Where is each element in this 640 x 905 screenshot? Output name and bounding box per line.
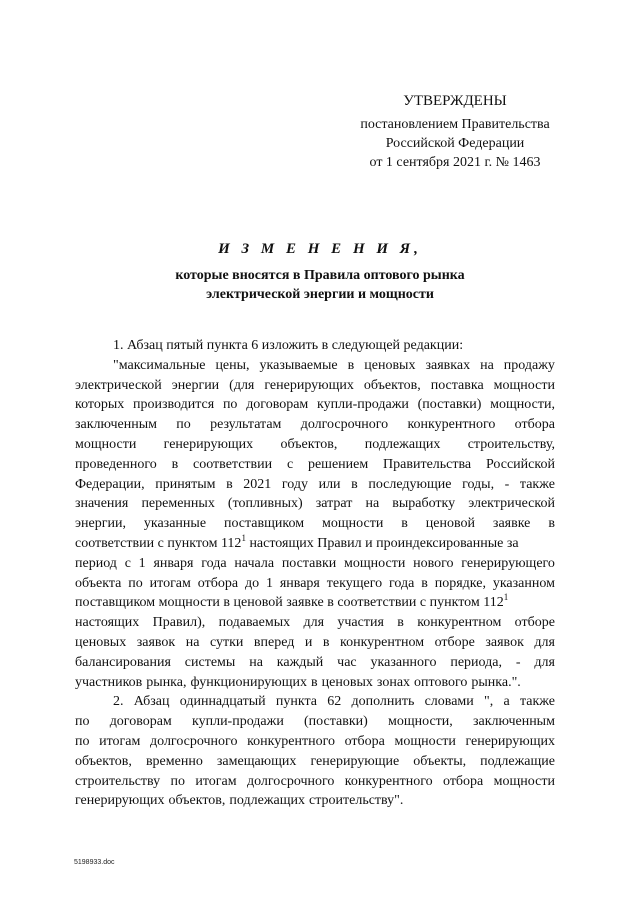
word: объектов, [75, 753, 132, 769]
approval-title: УТВЕРЖДЕНЫ [403, 93, 507, 109]
word: 2. [113, 694, 124, 710]
paragraph-line [75, 653, 555, 673]
word: генерирующих [163, 436, 254, 452]
word: мощности, [387, 714, 453, 730]
file-name-footer: 5198933.doc [74, 859, 115, 866]
word: проведенного [75, 456, 157, 472]
word: поставщиком [223, 516, 305, 532]
word: строительству [75, 773, 161, 789]
word: долгосрочного [150, 733, 238, 749]
word: с [286, 456, 294, 472]
word: отбора [443, 773, 484, 789]
word: на [480, 357, 494, 373]
word: на [185, 634, 200, 650]
paragraph-line [75, 475, 555, 495]
word: заявок [136, 634, 176, 650]
word: (поставки) [304, 714, 368, 730]
paragraph-line [75, 574, 555, 594]
word: указываемые [259, 357, 338, 373]
word: мощности [344, 555, 406, 571]
approval-date-number: от 1 сентября 2021 г. № 1463 [369, 155, 541, 170]
word: порядке, [434, 575, 486, 591]
word: долгосрочного [246, 773, 335, 789]
word: отбора [344, 733, 385, 749]
word: генерирующего [461, 555, 555, 571]
approval-block [350, 92, 560, 172]
word: году [281, 476, 308, 492]
word: цены, [215, 357, 250, 373]
word: Федерации, [75, 476, 145, 492]
word: час [337, 654, 357, 670]
word: по [75, 714, 90, 730]
word: рынка.". [471, 674, 521, 690]
word: словами [424, 694, 474, 710]
paragraph-amendment-1 [75, 356, 555, 693]
word: в [397, 615, 404, 631]
word: (для [229, 377, 255, 393]
word: конкурентного [247, 733, 335, 749]
paragraph-line [75, 435, 555, 455]
word: (поставки) [417, 397, 482, 413]
word: подаваемых [218, 615, 291, 631]
document-title: И З М Е Н Е Н И Я, [218, 241, 422, 257]
word: мощности [394, 733, 456, 749]
word: отбора [514, 417, 555, 433]
word: продажу [503, 357, 555, 373]
paragraph-line [75, 692, 555, 712]
word: до [244, 575, 260, 591]
word: последующие [368, 476, 452, 492]
word: купли-продажи [191, 714, 284, 730]
paragraph-line [75, 633, 555, 653]
word: в [548, 516, 555, 532]
word: периода, [450, 654, 502, 670]
word: значения [75, 496, 129, 512]
approval-line: постановлением Правительства [360, 117, 550, 132]
paragraph-line: 1. Абзац пятый пункта 6 изложить в следующей редакции: [113, 338, 464, 353]
word: мощности [75, 436, 137, 452]
word: заявке [492, 516, 531, 532]
word: также [519, 476, 555, 492]
word: 2021 [243, 476, 272, 492]
word: затрат [315, 496, 353, 512]
word: "максимальные [113, 357, 206, 373]
approval-line: Российской Федерации [385, 136, 525, 151]
word: соответствии [193, 456, 273, 472]
word: Абзац [133, 694, 170, 710]
word: мощности [493, 773, 555, 789]
word: также [519, 694, 555, 710]
word: ценовой [425, 516, 475, 532]
paragraph-line [75, 494, 555, 514]
word: текущего [326, 575, 383, 591]
word: и [304, 634, 313, 650]
word: решением [307, 456, 369, 472]
word: дополнить [351, 694, 415, 710]
word: января [153, 555, 194, 571]
word: электрической [75, 377, 162, 393]
word: объектов, [363, 377, 421, 393]
word: для [303, 615, 325, 631]
paragraph-line [75, 752, 555, 772]
paragraph-line [75, 593, 555, 613]
paragraph-line [75, 732, 555, 752]
word: генерирующих [465, 733, 555, 749]
line-text: поставщиком мощности в ценовой заявке в соответствии с пунктом $112^1$ [75, 592, 509, 611]
word: или [318, 476, 341, 492]
word: (топливных) [227, 496, 303, 512]
word: подлежащих [229, 793, 305, 809]
word: замещающих [216, 753, 297, 769]
word: в [351, 476, 358, 492]
word: объекта [75, 575, 122, 591]
word: 1 [265, 575, 273, 591]
word: строительству". [309, 793, 404, 809]
word: для [534, 654, 555, 670]
word: по [222, 397, 238, 413]
word: мощности, [490, 397, 555, 413]
paragraph-line [75, 554, 555, 574]
word: на [365, 496, 380, 512]
document-body [75, 336, 555, 811]
word: 1 [138, 555, 146, 571]
word: договорам [109, 714, 172, 730]
word: по [75, 733, 90, 749]
word: поставки [281, 555, 337, 571]
word: на [249, 654, 263, 670]
superscript: 1 [241, 532, 246, 543]
word: конкурентном [339, 634, 425, 650]
paragraph-line [75, 673, 555, 693]
word: генерирующих [75, 793, 165, 809]
document-subtitle: электрической энергии и мощности [206, 287, 434, 302]
word: ценовых [321, 674, 373, 690]
word: рынка, [146, 674, 187, 690]
word: для [534, 634, 555, 650]
word: генерирующих [264, 377, 354, 393]
paragraph-line [75, 712, 555, 732]
word: строительству, [467, 436, 555, 452]
word: в [401, 516, 408, 532]
word: которых [75, 397, 125, 413]
word: объектов, [280, 436, 338, 452]
word: итогам [195, 773, 237, 789]
word: нового [413, 555, 454, 571]
word: ценовых [75, 634, 127, 650]
word: ", [484, 694, 494, 710]
word: оптового [414, 674, 468, 690]
paragraph-line [75, 455, 555, 475]
paragraph-line [75, 613, 555, 633]
word: года [201, 555, 227, 571]
word: выработку [392, 496, 456, 512]
word: участия [337, 615, 384, 631]
word: производится [133, 397, 215, 413]
paragraph-line [75, 415, 555, 435]
word: временно [145, 753, 203, 769]
word: в [421, 575, 428, 591]
word: заключенным [75, 417, 157, 433]
word: период [75, 555, 117, 571]
word: отбора [197, 575, 239, 591]
word: сутки [209, 634, 244, 650]
word: подлежащие [480, 753, 555, 769]
word: указанного [370, 654, 437, 670]
word: итогам [99, 733, 141, 749]
word: итогам [149, 575, 191, 591]
word: января [279, 575, 320, 591]
word: ценовых [364, 357, 416, 373]
word: годы, [462, 476, 495, 492]
paragraph-line [75, 376, 555, 396]
word: зонах [376, 674, 411, 690]
word: заявок [485, 634, 524, 650]
paragraph-line [75, 772, 555, 792]
word: в [226, 476, 233, 492]
word: отборе [434, 634, 475, 650]
word: в [347, 357, 355, 373]
word: по [128, 575, 143, 591]
word: - [504, 476, 510, 492]
word: поставка [430, 377, 484, 393]
paragraph-line [75, 791, 555, 811]
word: электрической [468, 496, 555, 512]
word: Российской [485, 456, 555, 472]
word: указанные [143, 516, 207, 532]
word: конкурентного [344, 773, 433, 789]
document-subtitle: которые вносятся в Правила оптового рынка [175, 268, 465, 283]
word: балансирования [75, 654, 171, 670]
word: участников [75, 674, 143, 690]
word: по [176, 417, 191, 433]
document-heading [0, 240, 640, 304]
word: Правил), [152, 615, 206, 631]
paragraph-line [75, 395, 555, 415]
word: мощности [322, 516, 384, 532]
superscript: 1 [503, 592, 509, 603]
word: энергии [171, 377, 220, 393]
line-text: соответствии с пунктом $112^1$ настоящих Правил и проиндексированные за [75, 532, 519, 551]
word: одиннадцатый [179, 694, 266, 710]
word: пункта [275, 694, 317, 710]
word: энергии, [75, 516, 126, 532]
word: - [515, 654, 521, 670]
word: купли-продажи [317, 397, 409, 413]
word: договорам [246, 397, 309, 413]
word: вперед [253, 634, 295, 650]
word: принятым [155, 476, 216, 492]
word: мощности [493, 377, 555, 393]
word: в [322, 634, 330, 650]
paragraph-line [75, 514, 555, 534]
word: а [503, 694, 510, 710]
word: с [124, 555, 131, 571]
word: подлежащих [364, 436, 441, 452]
word: функционирующих [190, 674, 308, 690]
word: настоящих [75, 615, 140, 631]
word: результатам [210, 417, 282, 433]
word: конкурентном [417, 615, 502, 631]
word: в [311, 674, 318, 690]
word: по [170, 773, 186, 789]
word: года [388, 575, 415, 591]
word: генерирующие [310, 753, 400, 769]
paragraph-line [75, 356, 555, 376]
word: переменных [141, 496, 215, 512]
paragraph-amendment-2 [75, 692, 555, 811]
word: заявках [425, 357, 471, 373]
word: конкурентного [407, 417, 496, 433]
word: 62 [327, 694, 342, 710]
word: в [171, 456, 179, 472]
word: указанном [492, 575, 555, 591]
word: Правительства [383, 456, 472, 472]
word: объекты, [413, 753, 467, 769]
word: заключенным [472, 714, 555, 730]
word: системы [184, 654, 236, 670]
word: долгосрочного [300, 417, 389, 433]
paragraph-line [75, 534, 555, 554]
word: каждый [276, 654, 324, 670]
word: отборе [514, 615, 555, 631]
word: объектов, [168, 793, 226, 809]
word: начала [234, 555, 275, 571]
